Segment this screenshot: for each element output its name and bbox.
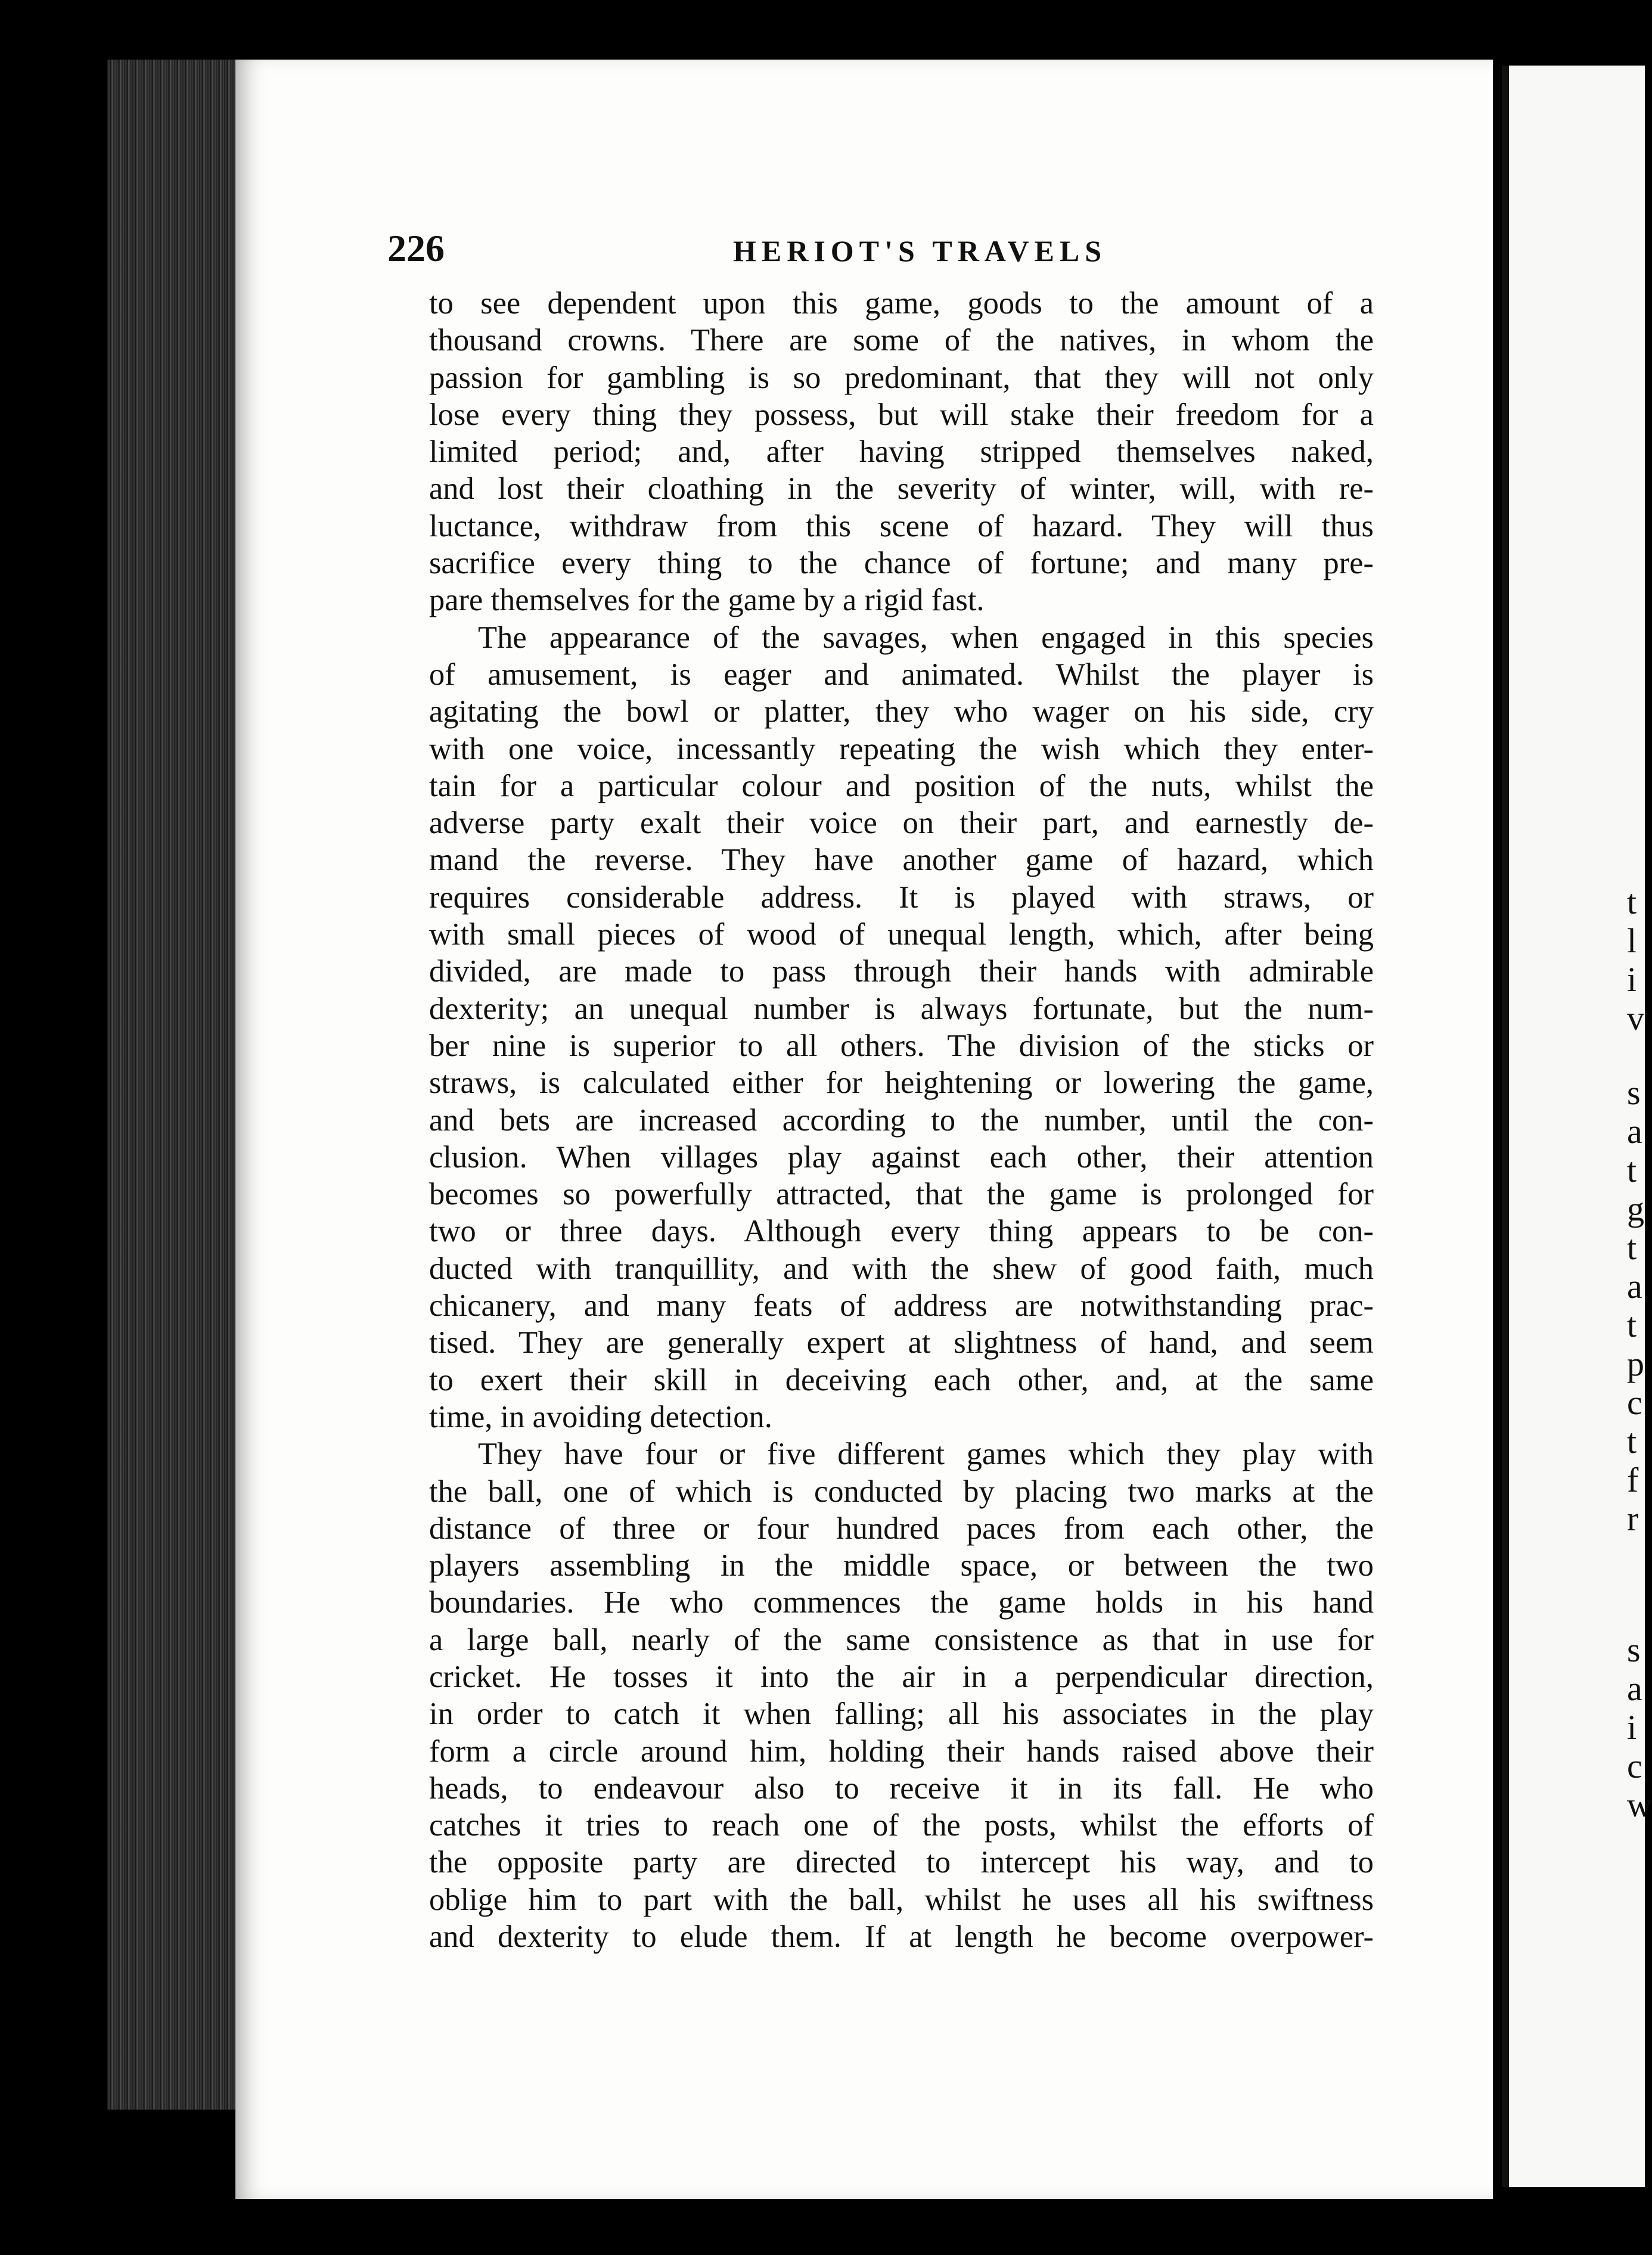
adjacent-page-letter: t: [1627, 1151, 1637, 1189]
text-line: mand the reverse. They have another game of hazard, which: [429, 843, 1374, 878]
text-line: limited period; and, after having stripped themselves naked,: [429, 434, 1374, 470]
adjacent-page-letter: w: [1627, 1785, 1652, 1824]
adjacent-page-letter: v: [1627, 999, 1644, 1038]
adjacent-page-letter: t: [1627, 1422, 1637, 1461]
adjacent-page-letter: a: [1627, 1267, 1642, 1306]
text-line: of amusement, is eager and animated. Whilst the player is: [429, 657, 1374, 692]
text-line: with one voice, incessantly repeating the wish which they enter-: [429, 731, 1374, 766]
text-line: lose every thing they possess, but will stake their freedom for a: [429, 397, 1374, 432]
text-line: ducted with tranquillity, and with the shew of good faith, much: [429, 1251, 1374, 1286]
text-line: and dexterity to elude them. If at length he become overpower-: [429, 1919, 1374, 1955]
text-line: They have four or five different games which they play with: [478, 1437, 1374, 1472]
text-line: players assembling in the middle space, or between the two: [429, 1548, 1374, 1583]
text-line: agitating the bowl or platter, they who wager on his side, cry: [429, 694, 1374, 729]
adjacent-page-letter: i: [1627, 1708, 1637, 1747]
text-line: requires considerable address. It is played with straws, or: [429, 880, 1374, 915]
adjacent-page-letter: c: [1627, 1747, 1642, 1785]
adjacent-page-letter: s: [1627, 1073, 1641, 1112]
text-line: chicanery, and many feats of address are notwithstanding prac-: [429, 1288, 1374, 1324]
page-header: [387, 226, 1478, 274]
adjacent-page-letter: c: [1627, 1383, 1642, 1422]
text-line: form a circle around him, holding their hands raised above their: [429, 1734, 1374, 1769]
text-line: time, in avoiding detection.: [429, 1399, 772, 1434]
adjacent-page-letter: a: [1627, 1669, 1642, 1708]
adjacent-page-letter: i: [1627, 960, 1637, 999]
text-line: straws, is calculated either for heightening or lowering the game,: [429, 1066, 1374, 1101]
adjacent-page-letter: l: [1627, 921, 1637, 960]
text-line: pare themselves for the game by a rigid fast.: [429, 583, 985, 618]
text-line: heads, to endeavour also to receive it in its fall. He who: [429, 1771, 1374, 1806]
body-text: [429, 285, 1374, 1955]
text-line: passion for gambling is so predominant, that they will not only: [429, 360, 1374, 395]
text-line: ber nine is superior to all others. The division of the sticks or: [429, 1028, 1374, 1063]
text-line: becomes so powerfully attracted, that the game is prolonged for: [429, 1177, 1374, 1212]
text-line: divided, are made to pass through their hands with admirable: [429, 954, 1374, 989]
adjacent-page: [1502, 66, 1645, 2187]
text-line: the opposite party are directed to intercept his way, and to: [429, 1845, 1374, 1880]
adjacent-page-letter: s: [1627, 1630, 1641, 1669]
text-line: dexterity; an unequal number is always fortunate, but the num-: [429, 991, 1374, 1026]
text-line: luctance, withdraw from this scene of hazard. They will thus: [429, 508, 1374, 543]
text-line: tain for a particular colour and position of the nuts, whilst the: [429, 768, 1374, 803]
text-line: the ball, one of which is conducted by placing two marks at the: [429, 1474, 1374, 1509]
text-line: and lost their cloathing in the severity of winter, will, with re-: [429, 471, 1374, 507]
running-head: HERIOT'S TRAVELS: [733, 234, 1107, 268]
adjacent-page-letter: a: [1627, 1112, 1642, 1151]
adjacent-page-letter: t: [1627, 1306, 1637, 1344]
text-line: The appearance of the savages, when engaged in this species: [478, 620, 1374, 655]
adjacent-page-letter: t: [1627, 1228, 1637, 1267]
text-line: a large ball, nearly of the same consistence as that in use for: [429, 1622, 1374, 1657]
adjacent-page-letter: t: [1627, 883, 1637, 921]
text-line: and bets are increased according to the number, until the con-: [429, 1102, 1374, 1138]
text-line: two or three days. Although every thing appears to be con-: [429, 1214, 1374, 1249]
text-line: in order to catch it when falling; all his associates in the play: [429, 1697, 1374, 1732]
text-line: sacrifice every thing to the chance of fortune; and many pre-: [429, 546, 1374, 581]
page-number: 226: [387, 227, 445, 269]
adjacent-page-letter: g: [1627, 1189, 1644, 1228]
adjacent-page-letter: f: [1627, 1461, 1639, 1499]
text-line: oblige him to part with the ball, whilst he uses all his swiftness: [429, 1882, 1374, 1917]
text-line: clusion. When villages play against each other, their attention: [429, 1139, 1374, 1175]
text-line: to see dependent upon this game, goods to the amount of a: [429, 286, 1374, 321]
adjacent-page-letter: r: [1627, 1499, 1639, 1538]
text-line: thousand crowns. There are some of the natives, in whom the: [429, 323, 1374, 358]
book-page-edges: [107, 60, 256, 2110]
text-line: adverse party exalt their voice on their part, and earnestly de-: [429, 806, 1374, 841]
text-line: catches it tries to reach one of the posts, whilst the efforts of: [429, 1808, 1374, 1843]
text-line: to exert their skill in deceiving each other, and, at the same: [429, 1362, 1374, 1397]
text-line: with small pieces of wood of unequal length, which, after being: [429, 917, 1374, 952]
text-line: boundaries. He who commences the game holds in his hand: [429, 1585, 1374, 1620]
adjacent-page-letter: p: [1627, 1344, 1644, 1383]
text-line: tised. They are generally expert at slightness of hand, and seem: [429, 1325, 1374, 1361]
text-line: distance of three or four hundred paces from each other, the: [429, 1511, 1374, 1546]
text-line: cricket. He tosses it into the air in a perpendicular direction,: [429, 1659, 1374, 1694]
